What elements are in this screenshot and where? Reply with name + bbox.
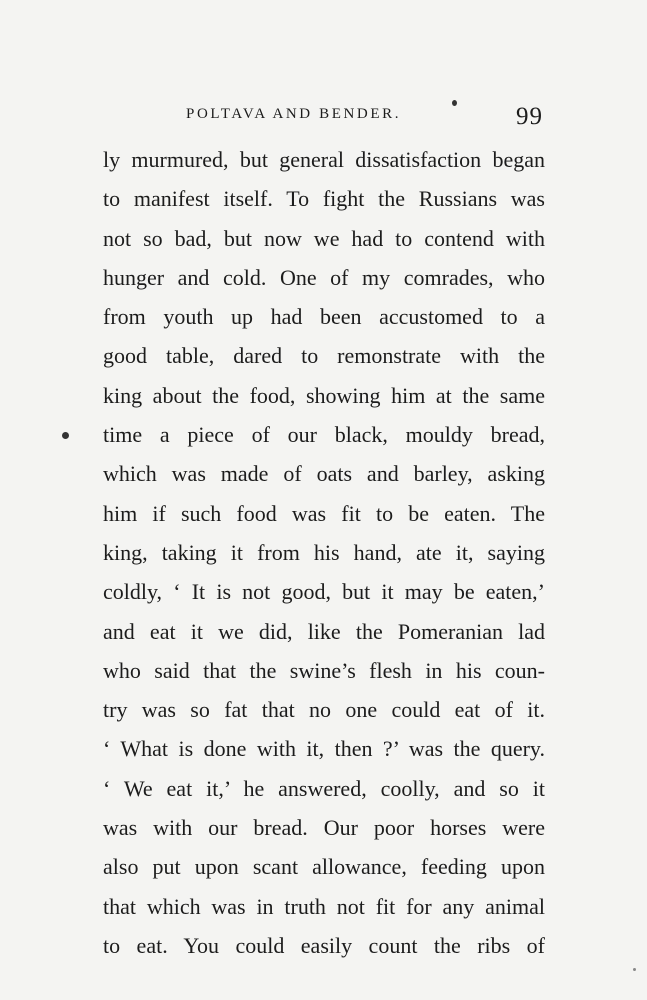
text-line: him if such food was fit to be eaten. The (103, 500, 545, 526)
running-title: POLTAVA AND BENDER. (186, 106, 402, 122)
text-line: ‘ What is done with it, then ?’ was the query. (103, 736, 545, 762)
text-line: time a piece of our black, mouldy bread, (103, 422, 545, 448)
page-number: 99 (516, 103, 543, 130)
body-text (103, 140, 545, 965)
text-line: also put upon scant allowance, feeding upon (103, 854, 545, 880)
text-line: to manifest itself. To fight the Russians was (103, 186, 545, 212)
text-line: was with our bread. Our poor horses were (103, 815, 545, 841)
ink-speck (62, 432, 69, 439)
text-line: try was so fat that no one could eat of it. (103, 697, 545, 723)
text-line: ly murmured, but general dissatisfaction began (103, 147, 545, 172)
text-line: coldly, ‘ It is not good, but it may be eaten,’ (103, 579, 545, 605)
text-line: ‘ We eat it,’ he answered, coolly, and so it (103, 775, 545, 801)
text-line: king about the food, showing him at the same (103, 382, 545, 408)
text-line: to eat. You could easily count the ribs of (103, 932, 545, 958)
text-line: which was made of oats and barley, asking (103, 461, 545, 487)
text-line: who said that the swine’s flesh in his coun- (103, 657, 545, 683)
text-line: good table, dared to remonstrate with the (103, 343, 545, 369)
text-line: king, taking it from his hand, ate it, saying (103, 539, 545, 565)
text-line: that which was in truth not fit for any animal (103, 893, 545, 919)
page-header (186, 104, 546, 134)
text-line: not so bad, but now we had to contend with (103, 225, 545, 251)
ink-speck (633, 968, 636, 971)
text-line: hunger and cold. One of my comrades, who (103, 264, 545, 290)
ink-speck (452, 100, 457, 106)
text-line: from youth up had been accustomed to a (103, 304, 545, 330)
text-line: and eat it we did, like the Pomeranian lad (103, 618, 545, 644)
